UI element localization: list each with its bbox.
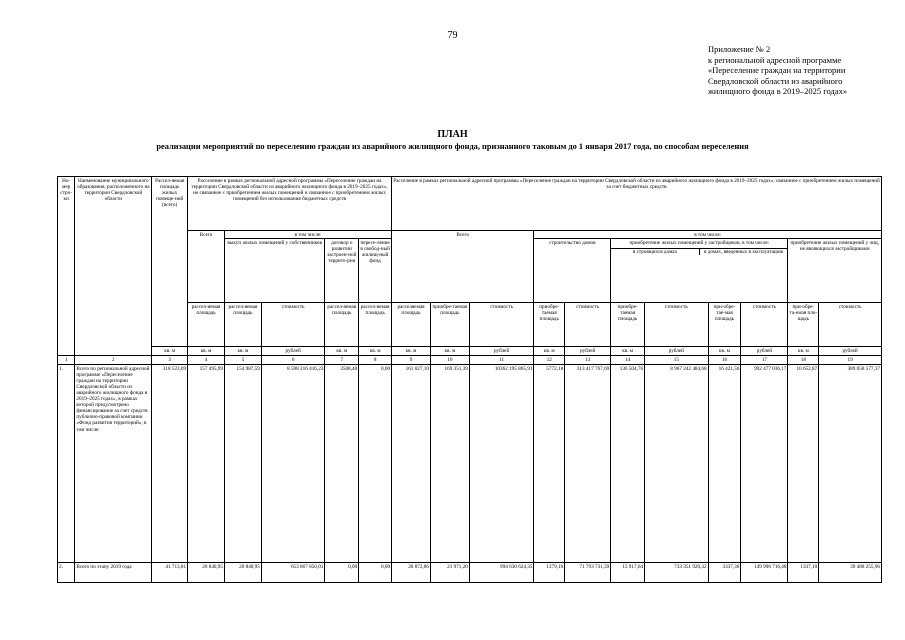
header-purchase-from-developers-label: приобретение жилых помещений у застройщиков, в том числе:: [629, 239, 770, 246]
row-number: 2.: [58, 563, 75, 583]
value-cell: 41 713,81: [152, 563, 188, 583]
header-total-b: Всего: [392, 231, 534, 303]
value-cell: 2508,40: [325, 365, 359, 563]
value-cell: 5772,18: [534, 365, 565, 563]
column-number-row: [58, 356, 882, 365]
column-number: 17: [741, 356, 788, 365]
header-cost: стоимость: [565, 303, 611, 347]
value-cell: 39 488 255,96: [819, 563, 882, 583]
resettlement-plan-table: [57, 176, 882, 583]
header-including-a: в том числе:: [224, 231, 391, 239]
header-resettled-area: рассел-яемая площадь: [359, 303, 392, 347]
header-under-construction: в строящихся домах: [611, 249, 700, 255]
unit-cell: кв. м: [152, 347, 188, 356]
value-cell: 0,00: [325, 563, 359, 583]
unit-cell: кв. м: [359, 347, 392, 356]
column-number: 18: [788, 356, 819, 365]
unit-cell: кв. м: [188, 347, 225, 356]
header-acquired-area-narrow: при-обре-та-емая пло-щадь: [788, 303, 819, 347]
value-cell: 21 971,20: [430, 563, 469, 583]
header-cost: стоимость: [469, 303, 534, 347]
value-cell: 994 630 624,35: [469, 563, 534, 583]
value-cell: 0,00: [359, 365, 392, 563]
header-row-number: Но-мер стро-ки: [58, 177, 75, 356]
header-resettled-area: рассел-яемая площадь: [188, 303, 225, 347]
units-row: [58, 347, 882, 356]
unit-cell: рублей: [261, 347, 325, 356]
header-vacant-housing: пересе-ление в свобод-ный жилищ-ный фонд: [359, 239, 392, 303]
value-cell: 16 421,56: [708, 365, 741, 563]
unit-cell: кв. м: [788, 347, 819, 356]
column-number: 16: [708, 356, 741, 365]
column-number: 11: [469, 356, 534, 365]
value-cell: 20 840,95: [224, 563, 261, 583]
value-cell: 149 996 716,48: [741, 563, 788, 583]
header-development-agreement: договор о развитии застроен-ной террито-рии: [325, 239, 359, 303]
column-number: 4: [188, 356, 225, 365]
column-number: 1: [58, 356, 75, 365]
value-cell: 313 417 767,69: [565, 365, 611, 563]
column-number: 13: [565, 356, 611, 365]
column-number: 5: [224, 356, 261, 365]
unit-cell: кв. м: [611, 347, 645, 356]
value-cell: 318 523,09: [152, 365, 188, 563]
header-total-a: Всего: [188, 231, 225, 303]
row-number: 1.: [58, 365, 75, 563]
header-acquired-area: приобре-таемая площадь: [430, 303, 469, 347]
appendix-note: [708, 44, 898, 97]
value-cell: 653 867 850,01: [261, 563, 325, 583]
appendix-line: Свердловской области из аварийного: [708, 75, 843, 86]
value-cell: 136 504,76: [611, 365, 645, 563]
value-cell: 389 058 577,37: [819, 365, 882, 563]
header-commissioned: в домах, введенных в эксплуатацию: [703, 248, 784, 255]
header-municipality: Наименование муниципального образования, расположенного на территории Свердловской области: [75, 177, 152, 356]
unit-cell: кв. м: [430, 347, 469, 356]
page-number: 79: [447, 30, 458, 41]
column-number: 10: [430, 356, 469, 365]
header-acquired-area: приобре-таемая площадь: [611, 303, 645, 347]
column-number: 8: [359, 356, 392, 365]
column-number: 7: [325, 356, 359, 365]
value-cell: 733 351 920,32: [645, 563, 709, 583]
value-cell: 1337,10: [788, 563, 819, 583]
unit-cell: рублей: [741, 347, 788, 356]
unit-cell: рублей: [645, 347, 709, 356]
unit-cell: рублей: [469, 347, 534, 356]
appendix-line: Приложение № 2: [708, 44, 771, 54]
unit-cell: кв. м: [534, 347, 565, 356]
table-row: [58, 563, 882, 583]
header-acquired-area: приобре-таемая площадь: [534, 303, 565, 347]
column-number: 2: [75, 356, 152, 365]
unit-cell: рублей: [819, 347, 882, 356]
value-cell: 15 917,64: [611, 563, 645, 583]
value-cell: 8 598 216 416,23: [261, 365, 325, 563]
column-number: 9: [392, 356, 431, 365]
column-number: 6: [261, 356, 325, 365]
value-cell: 10362 195 865,91: [469, 365, 534, 563]
header-resettled-area: рассел-яемая площадь: [224, 303, 261, 347]
table-row: [58, 365, 882, 563]
value-cell: 20 840,95: [188, 563, 225, 583]
value-cell: 161 027,10: [392, 365, 431, 563]
value-cell: 1379,10: [534, 563, 565, 583]
value-cell: 154 987,59: [224, 365, 261, 563]
value-cell: 20 872,86: [392, 563, 431, 583]
unit-cell: кв. м: [392, 347, 431, 356]
value-cell: 8 967 242 484,68: [645, 365, 709, 563]
column-number: 3: [152, 356, 188, 365]
header-acquired-area-short: при-обре-тае-мая площадь: [708, 303, 741, 347]
value-cell: 169 351,39: [430, 365, 469, 563]
column-number: 19: [819, 356, 882, 365]
appendix-line: жилищного фонда в 2019–2025 годах»: [708, 86, 848, 97]
header-including-b: в том числе:: [534, 231, 882, 239]
header-purchase-non-developers: приобретение жилых помещений у лиц, не являющихся застройщиками: [788, 239, 882, 303]
column-number: 14: [611, 356, 645, 365]
unit-cell: кв. м: [224, 347, 261, 356]
unit-cell: кв. м: [325, 347, 359, 356]
header-group-a: Расселение в рамках региональной адресной программы «Переселение граждан на территории Свердловской области из аварийного жилищного фонда в 2019–2025 годах», не связанное с приобретением жилых помещений и связанное с приобретением жилых помещений без использования бюджетных средств: [188, 177, 392, 231]
value-cell: 71 793 731,59: [565, 563, 611, 583]
header-resettled-area-long: расселяемая площадь: [392, 303, 431, 347]
header-buyout: выкуп жилых помещений у собственников: [224, 239, 324, 303]
header-cost: стоимость: [645, 303, 709, 347]
header-cost: стоимость: [261, 303, 325, 347]
document-title: ПЛАН: [437, 129, 468, 140]
header-purchase-from-developers: [611, 239, 788, 303]
unit-cell: кв. м: [708, 347, 741, 356]
appendix-line: «Переселение граждан на территории: [708, 65, 846, 76]
municipality-name: Всего по этапу 2019 года: [75, 563, 152, 583]
value-cell: 3337,36: [708, 563, 741, 583]
column-number: 12: [534, 356, 565, 365]
document-subtitle: реализации мероприятий по переселению граждан из аварийного жилищного фонда, признанного таковым до 1 января 2017 года, по способам переселения: [156, 142, 749, 151]
appendix-line: к региональной адресной программе: [708, 54, 842, 65]
header-cost: стоимость: [741, 303, 788, 347]
unit-cell: рублей: [565, 347, 611, 356]
header-resettled-area-total: Рассел-яемая площадь жилых помеще-ний (всего): [152, 177, 188, 347]
value-cell: 10 652,87: [788, 365, 819, 563]
header-resettled-area: рассел-яемая площадь: [325, 303, 359, 347]
column-number: 15: [645, 356, 709, 365]
value-cell: 0,00: [359, 563, 392, 583]
value-cell: 157 495,99: [188, 365, 225, 563]
municipality-name: Всего по региональной адресной программе «Переселение граждан на территории Свердловской области из аварийного жилищного фонда в 2019–2025 годах», в рамках которой предусмотрено финансирование за счет средств публично-правовой компании «Фонд развития территорий», в том числе:: [75, 365, 152, 563]
value-cell: 992 477 036,17: [741, 365, 788, 563]
header-cost: стоимость: [819, 303, 882, 347]
header-construction: строительство домов: [534, 239, 611, 303]
header-group-b: Расселение в рамках региональной адресной программы «Переселение граждан на территории Свердловской области из аварийного жилищного фонда в 2019–2025 годах», связанное с приобретением жилых помещений за счет бюджетных средств: [392, 177, 882, 231]
